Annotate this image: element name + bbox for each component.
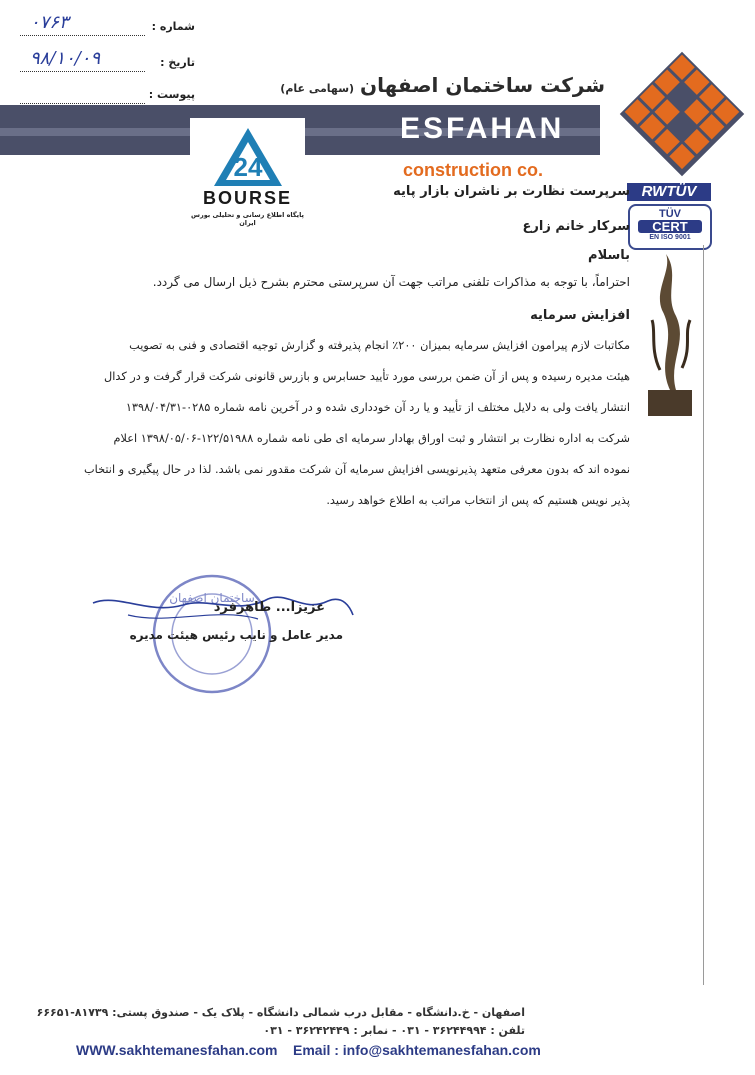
latin-company-name: ESFAHAN (400, 112, 565, 145)
svg-text:24: 24 (233, 152, 263, 182)
iso-label: EN ISO 9001 (649, 234, 691, 241)
signer-name: عزیزا... طاهرفرد (213, 600, 325, 615)
footer-email: Email : info@sakhtemanesfahan.com (293, 1042, 541, 1058)
footer-phone: تلفن : ۳۶۲۴۴۹۹۴ - ۰۳۱ - نمابر : ۳۶۲۴۲۴۴۹ - ۰۳۱ (263, 1024, 525, 1037)
letter-number-label: شماره : (151, 20, 195, 33)
body-line: انتشار یافت ولی به دلایل مختلف از تأیید و یا رد آن خودداری شده و در آخرین نامه شماره ۰۲۸۵-۱۳۹۸/۰۴/۳۱ (125, 401, 630, 414)
bourse-logo-text: BOURSE (202, 188, 292, 208)
footer-address: اصفهان - خ.دانشگاه - مقابل درب شمالی دانشگاه - پلاک یک - صندوق پستی: ۸۱۷۳۹-۶۶۶۵۱ (36, 1006, 525, 1019)
bourse-triangle-icon (212, 126, 284, 188)
letter-date-row (20, 48, 195, 76)
company-logo-icon (612, 42, 752, 182)
subject-heading: افزایش سرمایه (530, 308, 630, 323)
bourse-logo (190, 118, 305, 230)
letter-number-value: ۰۷۶۳ (30, 12, 69, 33)
tuv-label: TÜV (659, 208, 681, 220)
bourse-caption: پایگاه اطلاع رسانی و تحلیلی بورس ایران (191, 211, 304, 227)
stamp-text: ساختمان اصفهان (169, 591, 255, 605)
letter-number-row (20, 12, 195, 40)
recipient-line-1: سرپرست نظارت بر ناشران بازار پایه (393, 184, 630, 199)
greeting: باسلام (588, 248, 630, 263)
body-line: نموده اند که بدون معرفی متعهد پذیرنویسی افزایش سرمایه آن شرکت مقدور نمی باشد. لذا در حال پیگیری و انتخاب (84, 463, 630, 476)
company-type: (سهامی عام) (280, 82, 355, 95)
letter-attachment-label: پیوست : (148, 88, 195, 101)
body-line: شرکت به اداره نظارت بر انتشار و ثبت اوراق بهادار سرمایه ای طی نامه شماره ۱۲۲/۵۱۹۸۸-۱۳۹۸/۰۵/۰۶ اعلام (113, 432, 630, 445)
recipient-line-2: سرکار خانم زارع (522, 219, 630, 234)
signer-title: مدیر عامل و نایب رئیس هیئت مدیره (129, 628, 343, 642)
sculpture-image (642, 250, 698, 420)
rwtuv-badge: RWTÜV (627, 183, 711, 201)
letter-body (70, 330, 630, 516)
body-line: مکاتبات لازم پیرامون افزایش سرمایه بمیزان ۲۰۰٪ انجام پذیرفته و گزارش توجیه اقتصادی و فنی به تصویب (129, 339, 630, 352)
cert-label: CERT (638, 220, 702, 233)
intro-paragraph: احتراماً، با توجه به مذاکرات تلفنی مراتب جهت آن سرپرستی محترم بشرح ذیل ارسال می گردد. (152, 275, 630, 289)
company-name: شرکت ساختمان اصفهان(سهامی عام) (280, 73, 605, 97)
letter-date-label: تاریخ : (160, 56, 195, 69)
tuv-cert-badge (628, 204, 712, 250)
letter-date-value: ۹۸/۱۰/۰۹ (30, 48, 101, 69)
latin-company-subtitle: construction co. (403, 160, 544, 180)
footer-website: WWW.sakhtemanesfahan.com (76, 1042, 278, 1058)
body-line: هیئت مدیره رسیده و پس از آن ضمن بررسی مورد تأیید حسابرس و بازرس قانونی شرکت قرار گرفت و در کدال (104, 370, 630, 383)
body-line: پذیر نویس هستیم که پس از انتخاب مراتب به اطلاع خواهد رسید. (326, 494, 630, 507)
right-divider-line (703, 245, 704, 985)
